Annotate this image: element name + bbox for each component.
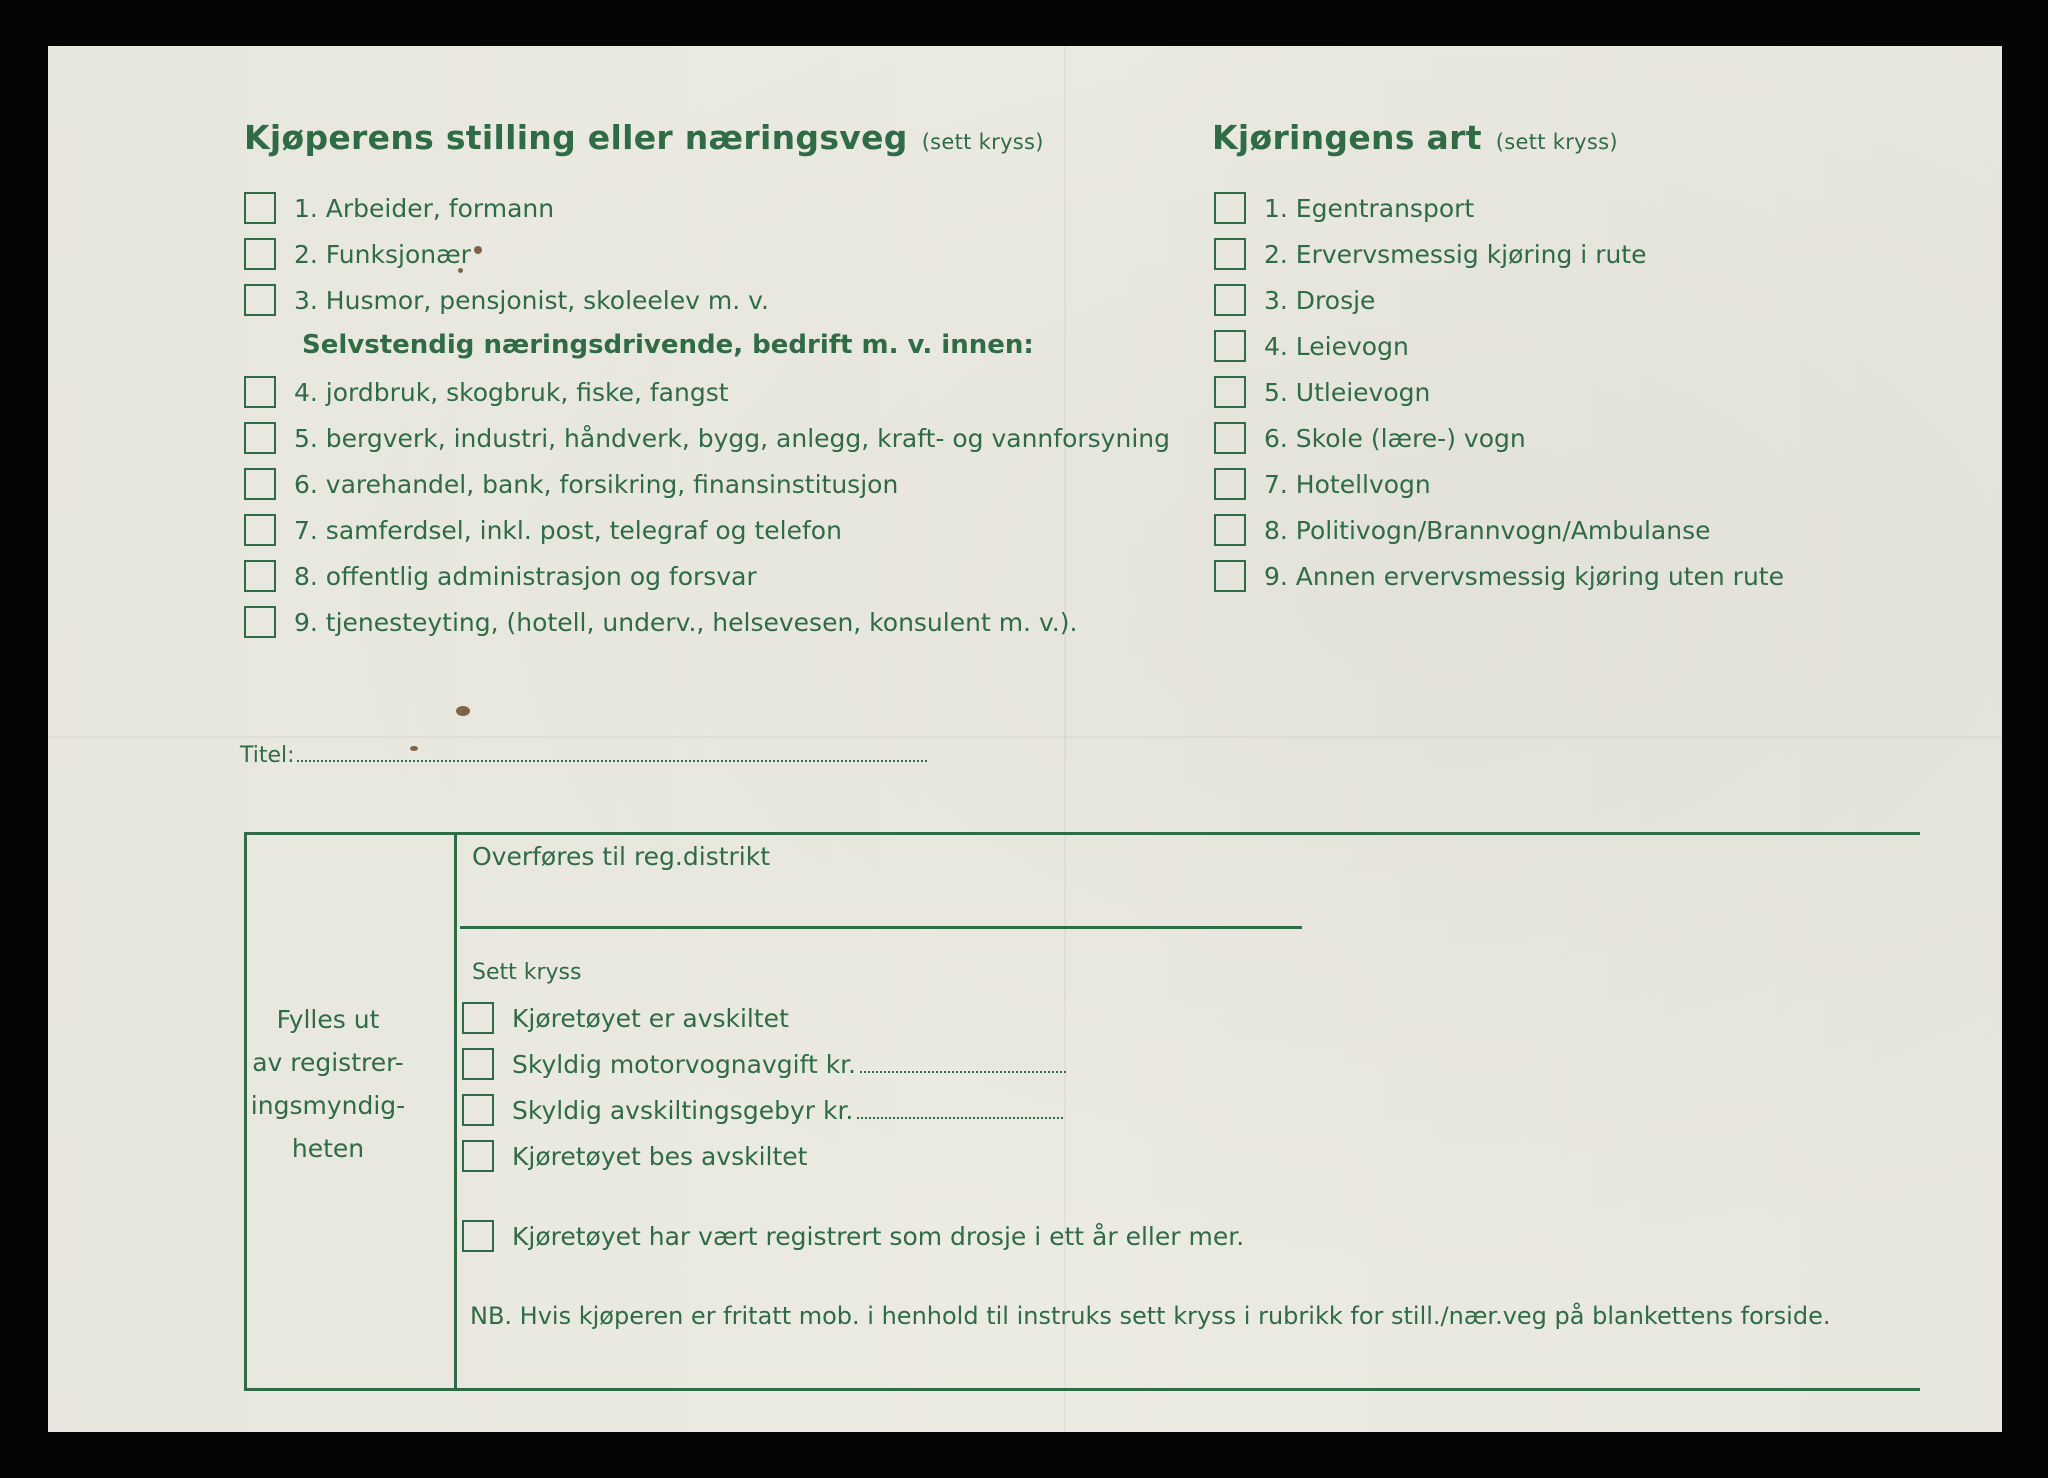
checkbox[interactable] bbox=[244, 376, 276, 408]
checkbox[interactable] bbox=[1214, 192, 1246, 224]
option-label: 7. samferdsel, inkl. post, telegraf og telefon bbox=[294, 515, 842, 545]
trip-option-1[interactable] bbox=[1214, 188, 1474, 228]
title-label: Titel: bbox=[240, 743, 295, 768]
checkbox[interactable] bbox=[462, 1140, 494, 1172]
fold-crease-horizontal bbox=[48, 736, 2002, 738]
option-label: Skyldig avskiltingsgebyr kr. bbox=[512, 1095, 854, 1125]
occupation-option-7[interactable] bbox=[244, 510, 842, 550]
occupation-option-1[interactable] bbox=[244, 188, 554, 228]
option-label: 3. Drosje bbox=[1264, 285, 1376, 315]
option-label: 5. bergverk, industri, håndverk, bygg, anlegg, kraft- og vannforsyning bbox=[294, 423, 1170, 453]
check-hint: Sett kryss bbox=[472, 960, 582, 985]
side-label-line: Fylles ut bbox=[276, 1005, 380, 1034]
occupation-option-9[interactable] bbox=[244, 602, 1077, 642]
trip-option-6[interactable] bbox=[1214, 418, 1526, 458]
self-employed-subheading: Selvstendig næringsdrivende, bedrift m. v. innen: bbox=[302, 330, 1034, 360]
option-label: 8. Politivogn/Brannvogn/Ambulanse bbox=[1264, 515, 1711, 545]
checkbox[interactable] bbox=[244, 192, 276, 224]
checkbox[interactable] bbox=[1214, 238, 1246, 270]
checkbox[interactable] bbox=[462, 1094, 494, 1126]
occupation-option-8[interactable] bbox=[244, 556, 757, 596]
option-label: 4. Leievogn bbox=[1264, 331, 1409, 361]
checkbox[interactable] bbox=[244, 284, 276, 316]
check-deregistration-fee[interactable] bbox=[462, 1090, 1063, 1130]
checkbox[interactable] bbox=[1214, 284, 1246, 316]
occupation-option-5[interactable] bbox=[244, 418, 1170, 458]
occupation-option-3[interactable] bbox=[244, 280, 769, 320]
option-label: 1. Egentransport bbox=[1264, 193, 1475, 223]
checkbox[interactable] bbox=[244, 514, 276, 546]
option-label: Kjøretøyet bes avskiltet bbox=[512, 1141, 808, 1171]
check-taxi-one-year[interactable] bbox=[462, 1216, 1244, 1256]
trip-type-hint: (sett kryss) bbox=[1495, 130, 1618, 154]
side-label-line: av registrer- bbox=[252, 1048, 404, 1077]
option-label: 1. Arbeider, formann bbox=[294, 193, 555, 223]
occupation-option-4[interactable] bbox=[244, 372, 729, 412]
rust-stain bbox=[474, 246, 482, 254]
option-label: 8. offentlig administrasjon og forsvar bbox=[294, 561, 757, 591]
trip-type-title: Kjøringens art bbox=[1212, 118, 1482, 157]
option-label: Kjøretøyet er avskiltet bbox=[512, 1003, 789, 1033]
option-label: 5. Utleievogn bbox=[1264, 377, 1431, 407]
buyer-occupation-heading bbox=[244, 118, 1044, 157]
trip-option-4[interactable] bbox=[1214, 326, 1409, 366]
checkbox[interactable] bbox=[244, 238, 276, 270]
option-label: 6. Skole (lære-) vogn bbox=[1264, 423, 1526, 453]
option-label: 6. varehandel, bank, forsikring, finansinstitusjon bbox=[294, 469, 899, 499]
checkbox[interactable] bbox=[1214, 468, 1246, 500]
trip-option-2[interactable] bbox=[1214, 234, 1647, 274]
amount-dotted-line[interactable] bbox=[860, 1055, 1066, 1073]
checkbox[interactable] bbox=[244, 422, 276, 454]
occupation-option-6[interactable] bbox=[244, 464, 898, 504]
option-label: 2. Ervervsmessig kjøring i rute bbox=[1264, 239, 1647, 269]
trip-option-8[interactable] bbox=[1214, 510, 1711, 550]
checkbox[interactable] bbox=[244, 560, 276, 592]
title-dotted-line[interactable] bbox=[297, 742, 927, 762]
registry-authority-label bbox=[248, 998, 408, 1170]
option-label: Kjøretøyet har vært registrert som drosje i ett år eller mer. bbox=[512, 1221, 1245, 1251]
option-label: 9. tjenesteyting, (hotell, underv., helsevesen, konsulent m. v.). bbox=[294, 607, 1078, 637]
checkbox[interactable] bbox=[1214, 514, 1246, 546]
checkbox[interactable] bbox=[462, 1220, 494, 1252]
checkbox[interactable] bbox=[462, 1048, 494, 1080]
checkbox[interactable] bbox=[462, 1002, 494, 1034]
checkbox[interactable] bbox=[1214, 330, 1246, 362]
box-divider bbox=[454, 832, 457, 1391]
box-left-border bbox=[244, 832, 247, 1391]
rust-stain bbox=[456, 706, 470, 716]
check-request-deregistration[interactable] bbox=[462, 1136, 807, 1176]
option-label: 4. jordbruk, skogbruk, fiske, fangst bbox=[294, 377, 729, 407]
option-label: 7. Hotellvogn bbox=[1264, 469, 1431, 499]
checkbox[interactable] bbox=[1214, 422, 1246, 454]
checkbox[interactable] bbox=[1214, 560, 1246, 592]
check-motor-tax[interactable] bbox=[462, 1044, 1066, 1084]
checkbox[interactable] bbox=[244, 606, 276, 638]
checkbox[interactable] bbox=[244, 468, 276, 500]
check-deregistered[interactable] bbox=[462, 998, 789, 1038]
option-label: 9. Annen ervervsmessig kjøring uten rute bbox=[1264, 561, 1784, 591]
side-label-line: heten bbox=[291, 1134, 365, 1163]
form-sheet bbox=[48, 46, 2002, 1432]
box-top-border bbox=[244, 832, 1920, 835]
trip-option-7[interactable] bbox=[1214, 464, 1431, 504]
title-field[interactable] bbox=[240, 742, 927, 768]
nb-note: NB. Hvis kjøperen er fritatt mob. i henhold til instruks sett kryss i rubrikk for still./nær.veg på blankettens forside. bbox=[470, 1302, 1831, 1330]
trip-option-9[interactable] bbox=[1214, 556, 1784, 596]
option-label: 2. Funksjonær bbox=[294, 239, 471, 269]
checkbox[interactable] bbox=[1214, 376, 1246, 408]
transfer-district-label: Overføres til reg.distrikt bbox=[472, 842, 771, 871]
box-bottom-border bbox=[244, 1388, 1920, 1391]
buyer-occupation-hint: (sett kryss) bbox=[921, 130, 1044, 154]
trip-option-5[interactable] bbox=[1214, 372, 1430, 412]
occupation-option-2[interactable] bbox=[244, 234, 471, 274]
transfer-district-line[interactable] bbox=[460, 926, 1302, 929]
rust-stain bbox=[458, 268, 463, 273]
side-label-line: ingsmyndig- bbox=[250, 1091, 406, 1120]
trip-type-heading bbox=[1212, 118, 1618, 157]
rust-stain bbox=[410, 746, 418, 751]
option-label: 3. Husmor, pensjonist, skoleelev m. v. bbox=[294, 285, 769, 315]
buyer-occupation-title: Kjøperens stilling eller næringsveg bbox=[244, 118, 908, 157]
option-label: Skyldig motorvognavgift kr. bbox=[512, 1049, 857, 1079]
trip-option-3[interactable] bbox=[1214, 280, 1375, 320]
amount-dotted-line[interactable] bbox=[857, 1101, 1063, 1119]
